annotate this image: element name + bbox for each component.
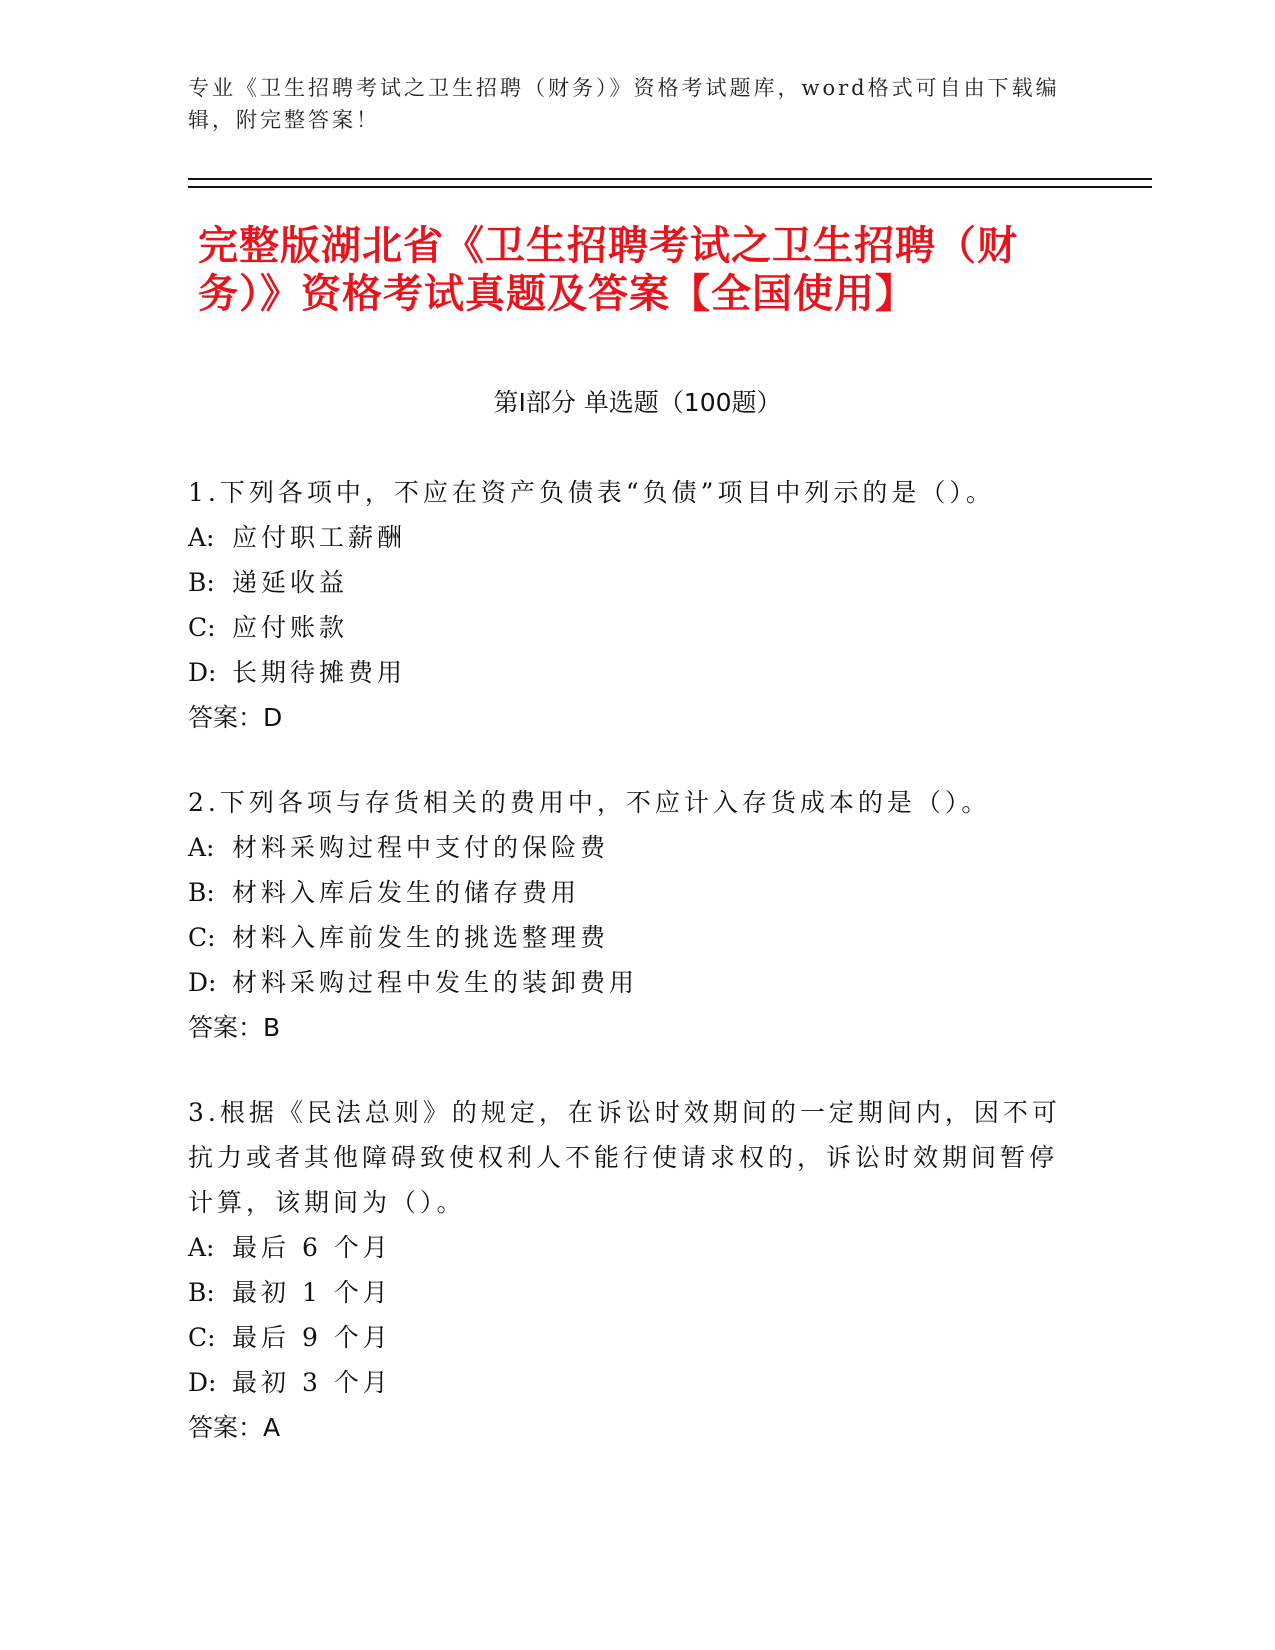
option-b bbox=[188, 1270, 1068, 1315]
header-divider-bottom bbox=[188, 186, 1152, 188]
option-text: 材料采购过程中发生的装卸费用 bbox=[232, 968, 639, 997]
answer-line: 答案：A bbox=[188, 1413, 281, 1442]
question-stem: 1.下列各项中，不应在资产负债表“负债”项目中列示的是（）。 bbox=[188, 478, 995, 507]
option-letter: A: bbox=[188, 523, 215, 552]
option-text: 材料入库后发生的储存费用 bbox=[232, 878, 581, 907]
option-letter: B: bbox=[188, 878, 215, 907]
option-letter: C: bbox=[188, 613, 216, 642]
option-d bbox=[188, 1360, 1068, 1405]
option-b bbox=[188, 560, 1068, 605]
option-letter: C: bbox=[188, 1323, 216, 1352]
option-d bbox=[188, 650, 1068, 695]
answer-line: 答案：D bbox=[188, 703, 283, 732]
option-a bbox=[188, 825, 1068, 870]
answer-line: 答案：B bbox=[188, 1013, 281, 1042]
question-2 bbox=[188, 780, 1068, 1050]
option-d bbox=[188, 960, 1068, 1005]
option-letter: D: bbox=[188, 1368, 217, 1397]
header-note: 专业《卫生招聘考试之卫生招聘（财务）》资格考试题库，word格式可自由下载编辑，附完整答案！ bbox=[188, 76, 1060, 132]
option-text: 材料入库前发生的挑选整理费 bbox=[232, 923, 610, 952]
option-text: 最初 3 个月 bbox=[232, 1368, 392, 1397]
section-title: 第Ⅰ部分 单选题（100题） bbox=[493, 388, 782, 417]
question-list bbox=[188, 470, 1068, 1490]
option-letter: A: bbox=[188, 833, 215, 862]
option-letter: D: bbox=[188, 968, 217, 997]
document-title: 完整版湖北省《卫生招聘考试之卫生招聘（财务）》资格考试真题及答案【全国使用】 bbox=[198, 223, 1018, 317]
option-c bbox=[188, 1315, 1068, 1360]
question-stem: 3.根据《民法总则》的规定，在诉讼时效期间的一定期间内，因不可抗力或者其他障碍致使权利人不能行使请求权的，诉讼时效期间暂停计算，该期间为（）。 bbox=[188, 1098, 1061, 1217]
header-divider-top bbox=[188, 178, 1152, 180]
option-text: 材料采购过程中支付的保险费 bbox=[232, 833, 610, 862]
option-letter: C: bbox=[188, 923, 216, 952]
question-3 bbox=[188, 1090, 1068, 1450]
option-text: 长期待摊费用 bbox=[232, 658, 407, 687]
option-letter: B: bbox=[188, 1278, 215, 1307]
option-c bbox=[188, 915, 1068, 960]
option-text: 递延收益 bbox=[232, 568, 349, 597]
option-letter: B: bbox=[188, 568, 215, 597]
option-a bbox=[188, 1225, 1068, 1270]
option-c bbox=[188, 605, 1068, 650]
option-letter: A: bbox=[188, 1233, 215, 1262]
question-1 bbox=[188, 470, 1068, 740]
option-b bbox=[188, 870, 1068, 915]
option-a bbox=[188, 515, 1068, 560]
option-text: 应付职工薪酬 bbox=[232, 523, 407, 552]
option-letter: D: bbox=[188, 658, 217, 687]
option-text: 最后 6 个月 bbox=[232, 1233, 392, 1262]
question-stem: 2.下列各项与存货相关的费用中，不应计入存货成本的是（）。 bbox=[188, 788, 991, 817]
option-text: 应付账款 bbox=[232, 613, 349, 642]
option-text: 最初 1 个月 bbox=[232, 1278, 392, 1307]
option-text: 最后 9 个月 bbox=[232, 1323, 392, 1352]
